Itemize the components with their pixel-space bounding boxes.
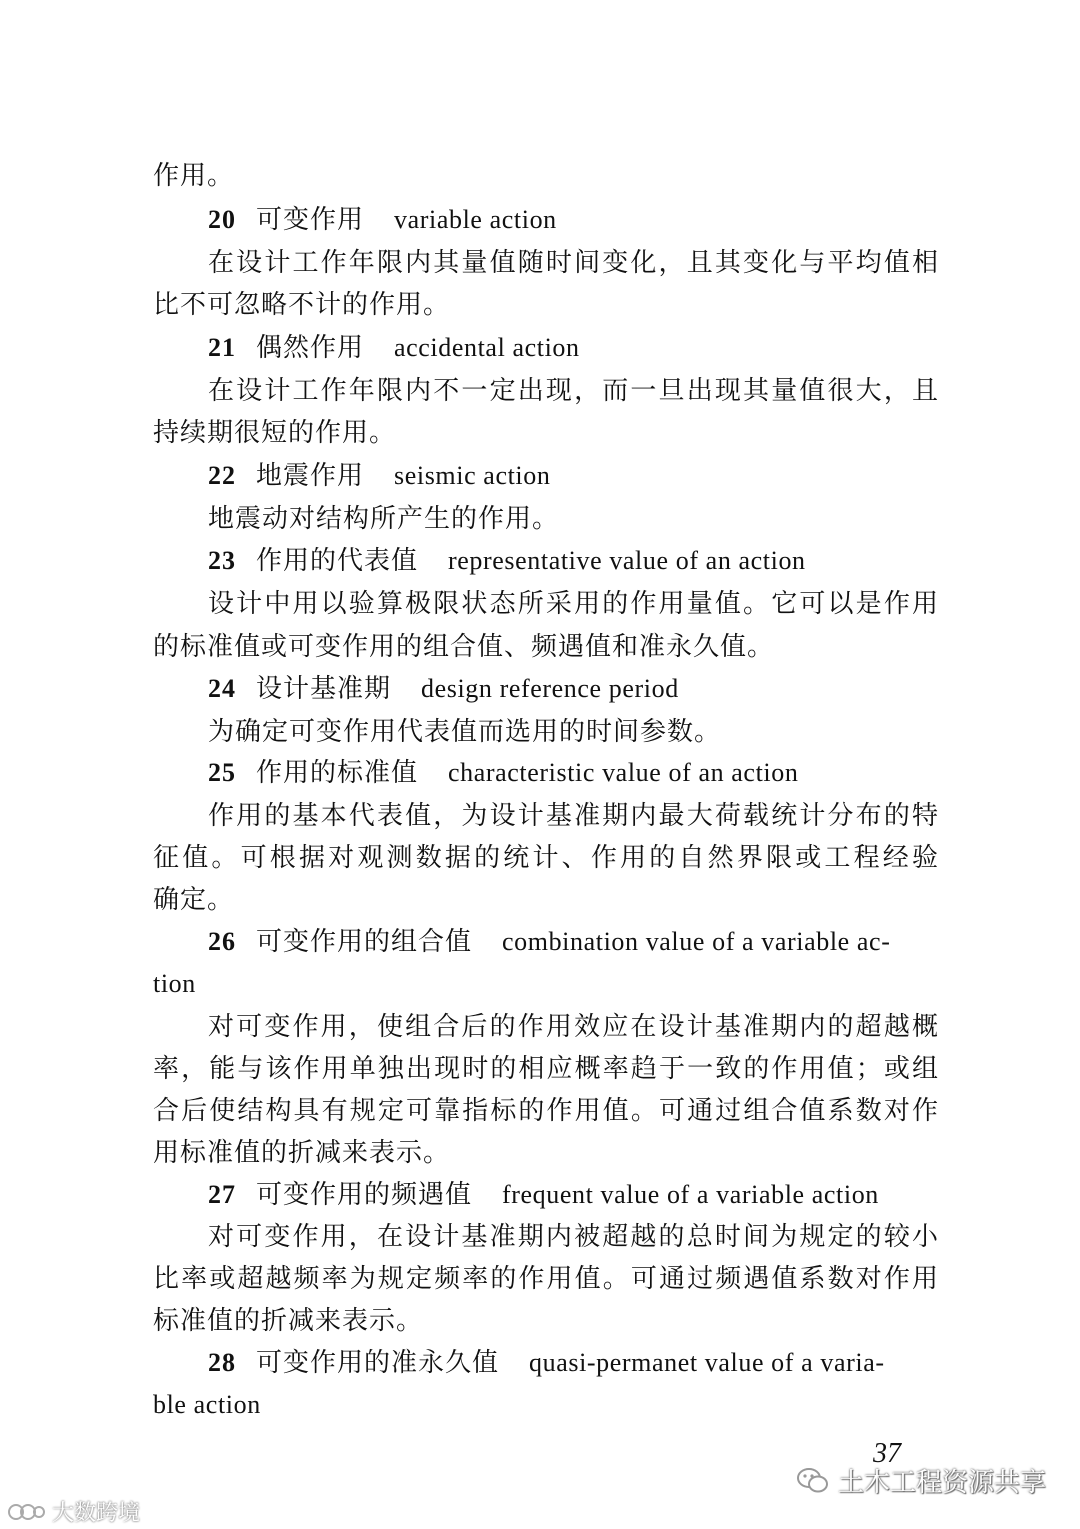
term-number: 23: [208, 546, 236, 575]
term-chinese: 偶然作用: [256, 333, 365, 363]
term-number: 27: [208, 1180, 236, 1209]
watermark-left: [6, 1496, 140, 1527]
term-chinese: 作用的标准值: [256, 758, 419, 788]
text-line: 率，能与该作用单独出现时的相应概率趋于一致的作用值；或组: [153, 1054, 939, 1084]
text-line: 为确定可变作用代表值而选用的时间参数。: [208, 717, 722, 747]
text-line: 的标准值或可变作用的组合值、频遇值和准永久值。: [153, 632, 775, 662]
text-line: 比率或超越频率为规定频率的作用值。可通过频遇值系数对作用: [153, 1264, 939, 1294]
text-line: 比不可忽略不计的作用。: [153, 290, 451, 320]
term-heading-21: [208, 328, 580, 368]
term-english: quasi-permanet value of a varia-: [529, 1348, 885, 1377]
term-heading-23: [208, 541, 806, 581]
term-heading-25: [208, 753, 798, 793]
term-heading-20: [208, 200, 557, 240]
watermark-right: [796, 1462, 1046, 1499]
text-line: 合后使结构具有规定可靠指标的作用值。可通过组合值系数对作: [153, 1096, 939, 1126]
term-heading-28: [208, 1343, 885, 1383]
text-line: 在设计工作年限内不一定出现，而一旦出现其量值很大，且: [208, 376, 939, 406]
term-chinese: 可变作用的准永久值: [256, 1348, 500, 1378]
text-line: 持续期很短的作用。: [153, 418, 397, 448]
text-line: 确定。: [153, 885, 235, 915]
term-english: design reference period: [421, 674, 679, 703]
term-english: variable action: [394, 205, 557, 234]
text-line: 设计中用以验算极限状态所采用的作用量值。它可以是作用: [208, 589, 939, 619]
term-english-continued: tion: [153, 969, 196, 998]
term-number: 22: [208, 461, 236, 490]
text-line: 标准值的折减来表示。: [153, 1306, 424, 1336]
term-heading-24: [208, 669, 679, 709]
term-chinese: 作用的代表值: [256, 546, 419, 576]
text-line: 在设计工作年限内其量值随时间变化，且其变化与平均值相: [208, 248, 939, 278]
term-number: 25: [208, 758, 236, 787]
term-english: characteristic value of an action: [448, 758, 799, 787]
text-line: 作用。: [153, 161, 235, 191]
watermark-text: 土木工程资源共享: [837, 1468, 1046, 1498]
term-number: 24: [208, 674, 236, 703]
term-heading-27: [208, 1175, 879, 1215]
term-number: 28: [208, 1348, 236, 1377]
term-english: accidental action: [394, 333, 580, 362]
term-chinese: 设计基准期: [256, 674, 392, 704]
term-heading-26: [208, 922, 890, 962]
term-chinese: 可变作用的频遇值: [256, 1180, 473, 1210]
term-english: representative value of an action: [448, 546, 806, 575]
term-number: 21: [208, 333, 236, 362]
text-line: [153, 964, 196, 1004]
text-line: 作用的基本代表值，为设计基准期内最大荷载统计分布的特: [208, 801, 939, 831]
logo-icon: [6, 1501, 46, 1523]
term-number: 26: [208, 927, 236, 956]
term-chinese: 地震作用: [256, 461, 365, 491]
page-number: 37: [873, 1438, 901, 1469]
text-line: 地震动对结构所产生的作用。: [208, 504, 560, 534]
term-heading-22: [208, 456, 550, 496]
term-english: seismic action: [394, 461, 551, 490]
term-english: frequent value of a variable action: [502, 1180, 879, 1209]
text-line: 用标准值的折减来表示。: [153, 1138, 451, 1168]
text-line: [153, 1385, 261, 1425]
term-chinese: 可变作用的组合值: [256, 927, 473, 957]
text-line: 对可变作用，使组合后的作用效应在设计基准期内的超越概: [208, 1012, 939, 1042]
wechat-icon: [796, 1466, 830, 1496]
term-english-continued: ble action: [153, 1390, 261, 1419]
term-number: 20: [208, 205, 236, 234]
watermark-text: 大数跨境: [52, 1501, 141, 1526]
term-english: combination value of a variable ac-: [502, 927, 891, 956]
text-line: 对可变作用，在设计基准期内被超越的总时间为规定的较小: [208, 1222, 939, 1252]
text-line: 征值。可根据对观测数据的统计、作用的自然界限或工程经验: [153, 843, 939, 873]
term-chinese: 可变作用: [256, 205, 365, 235]
